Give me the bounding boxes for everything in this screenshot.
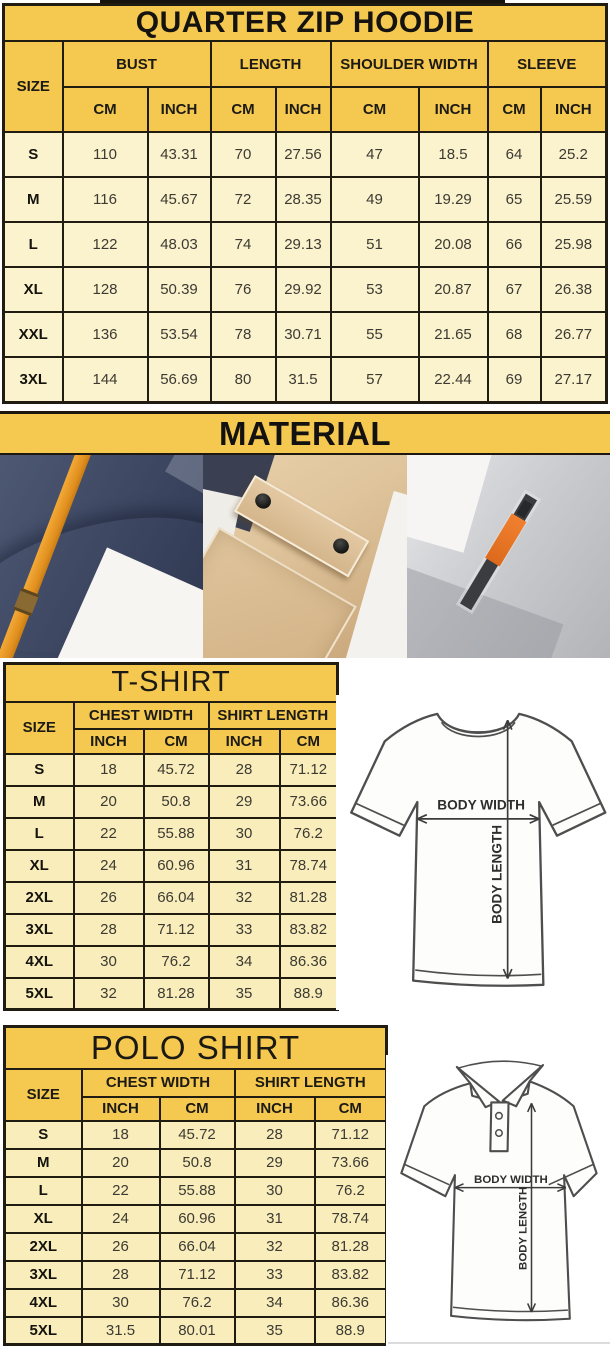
hoodie-col-shoulder-width: SHOULDER WIDTH bbox=[331, 41, 488, 87]
length-cm-value: 76.2 bbox=[280, 818, 338, 850]
bust-cm-value: 122 bbox=[63, 222, 148, 267]
chest-inch-value: 30 bbox=[82, 1289, 160, 1317]
chest-inch-value: 20 bbox=[82, 1149, 160, 1177]
sleeve-inch-value: 25.98 bbox=[541, 222, 607, 267]
length-inch-value: 29.92 bbox=[276, 267, 331, 312]
chest-inch-value: 26 bbox=[74, 882, 144, 914]
polo-subcol: INCH bbox=[235, 1097, 315, 1121]
length-inch-value: 30.71 bbox=[276, 312, 331, 357]
length-cm-value: 70 bbox=[211, 132, 276, 177]
length-cm-value: 78.74 bbox=[280, 850, 338, 882]
tshirt-table-row bbox=[5, 786, 338, 818]
tshirt-table-row bbox=[5, 754, 338, 786]
length-inch-value: 28.35 bbox=[276, 177, 331, 222]
bust-cm-value: 116 bbox=[63, 177, 148, 222]
hoodie-subcol: CM bbox=[63, 87, 148, 132]
hoodie-table-row bbox=[4, 132, 607, 177]
length-cm-value: 86.36 bbox=[280, 946, 338, 978]
shoulder-cm-value: 57 bbox=[331, 357, 419, 402]
length-inch-value: 31.5 bbox=[276, 357, 331, 402]
material-photo-khaki-pocket bbox=[203, 455, 406, 658]
polo-table-row bbox=[5, 1177, 387, 1205]
chest-inch-value: 20 bbox=[74, 786, 144, 818]
shoulder-inch-value: 20.87 bbox=[419, 267, 488, 312]
size-label: L bbox=[4, 222, 63, 267]
length-inch-value: 30 bbox=[235, 1177, 315, 1205]
hoodie-subcol: INCH bbox=[541, 87, 607, 132]
sleeve-inch-value: 26.77 bbox=[541, 312, 607, 357]
chest-cm-value: 60.96 bbox=[160, 1205, 235, 1233]
shoulder-inch-value: 18.5 bbox=[419, 132, 488, 177]
chest-inch-value: 24 bbox=[74, 850, 144, 882]
size-label: 5XL bbox=[5, 1317, 82, 1345]
length-inch-value: 29 bbox=[235, 1149, 315, 1177]
tshirt-table-row bbox=[5, 850, 338, 882]
hoodie-table-row bbox=[4, 357, 607, 402]
hoodie-subcol: INCH bbox=[276, 87, 331, 132]
tshirt-subcol: INCH bbox=[74, 729, 144, 754]
tshirt-size-table bbox=[3, 662, 339, 1011]
polo-table-title: POLO SHIRT bbox=[5, 1027, 387, 1069]
shoulder-cm-value: 49 bbox=[331, 177, 419, 222]
chest-cm-value: 81.28 bbox=[144, 978, 209, 1010]
hoodie-col-sleeve: SLEEVE bbox=[488, 41, 607, 87]
hoodie-subcol: INCH bbox=[419, 87, 488, 132]
length-cm-value: 71.12 bbox=[315, 1121, 387, 1149]
tshirt-table-title: T-SHIRT bbox=[5, 664, 338, 702]
chest-inch-value: 22 bbox=[74, 818, 144, 850]
polo-table-row bbox=[5, 1261, 387, 1289]
length-cm-value: 88.9 bbox=[280, 978, 338, 1010]
snap-button bbox=[253, 491, 274, 512]
tshirt-col-size: SIZE bbox=[5, 702, 74, 754]
polo-table-row bbox=[5, 1233, 387, 1261]
zipper-stop bbox=[516, 500, 532, 518]
hoodie-subcol: CM bbox=[331, 87, 419, 132]
sleeve-cm-value: 68 bbox=[488, 312, 541, 357]
shoulder-cm-value: 53 bbox=[331, 267, 419, 312]
hoodie-subcol: CM bbox=[211, 87, 276, 132]
length-inch-value: 29.13 bbox=[276, 222, 331, 267]
hoodie-table-row bbox=[4, 177, 607, 222]
length-inch-value: 31 bbox=[235, 1205, 315, 1233]
tshirt-table-row bbox=[5, 978, 338, 1010]
bust-inch-value: 50.39 bbox=[148, 267, 211, 312]
sleeve-inch-value: 26.38 bbox=[541, 267, 607, 312]
polo-table-row bbox=[5, 1121, 387, 1149]
hoodie-col-size: SIZE bbox=[4, 41, 63, 132]
length-inch-value: 30 bbox=[209, 818, 280, 850]
tshirt-subcol: CM bbox=[280, 729, 338, 754]
hoodie-table-title: QUARTER ZIP HOODIE bbox=[4, 5, 607, 42]
size-label: S bbox=[5, 754, 74, 786]
chest-inch-value: 30 bbox=[74, 946, 144, 978]
sleeve-cm-value: 66 bbox=[488, 222, 541, 267]
chest-inch-value: 18 bbox=[82, 1121, 160, 1149]
material-photo-gray-zipper bbox=[407, 455, 610, 658]
bust-cm-value: 110 bbox=[63, 132, 148, 177]
chest-cm-value: 45.72 bbox=[160, 1121, 235, 1149]
chest-cm-value: 45.72 bbox=[144, 754, 209, 786]
snap-button bbox=[331, 536, 352, 557]
tshirt-col-chest-width: CHEST WIDTH bbox=[74, 702, 209, 729]
chest-inch-value: 18 bbox=[74, 754, 144, 786]
shoulder-inch-value: 20.08 bbox=[419, 222, 488, 267]
length-inch-value: 34 bbox=[235, 1289, 315, 1317]
tshirt-subcol: INCH bbox=[209, 729, 280, 754]
size-label: XXL bbox=[4, 312, 63, 357]
length-cm-value: 78.74 bbox=[315, 1205, 387, 1233]
length-cm-value: 83.82 bbox=[280, 914, 338, 946]
size-label: 2XL bbox=[5, 882, 74, 914]
tshirt-table-row bbox=[5, 882, 338, 914]
length-inch-value: 32 bbox=[235, 1233, 315, 1261]
bust-inch-value: 53.54 bbox=[148, 312, 211, 357]
material-photos bbox=[0, 455, 610, 658]
chest-cm-value: 80.01 bbox=[160, 1317, 235, 1345]
chest-cm-value: 66.04 bbox=[144, 882, 209, 914]
hoodie-size-table bbox=[2, 3, 608, 404]
body-length-label: BODY LENGTH bbox=[517, 1186, 530, 1270]
hoodie-table-row bbox=[4, 267, 607, 312]
size-label: 3XL bbox=[4, 357, 63, 402]
size-label: XL bbox=[5, 850, 74, 882]
length-inch-value: 35 bbox=[209, 978, 280, 1010]
polo-table-row bbox=[5, 1205, 387, 1233]
chest-inch-value: 28 bbox=[82, 1261, 160, 1289]
size-label: 4XL bbox=[5, 1289, 82, 1317]
length-inch-value: 35 bbox=[235, 1317, 315, 1345]
length-inch-value: 28 bbox=[209, 754, 280, 786]
polo-table-row bbox=[5, 1317, 387, 1345]
polo-col-shirt-length: SHIRT LENGTH bbox=[235, 1069, 387, 1097]
size-label: M bbox=[5, 1149, 82, 1177]
shoulder-inch-value: 21.65 bbox=[419, 312, 488, 357]
length-cm-value: 78 bbox=[211, 312, 276, 357]
length-inch-value: 33 bbox=[209, 914, 280, 946]
size-label: M bbox=[4, 177, 63, 222]
sleeve-inch-value: 25.2 bbox=[541, 132, 607, 177]
size-label: L bbox=[5, 1177, 82, 1205]
length-cm-value: 83.82 bbox=[315, 1261, 387, 1289]
sleeve-inch-value: 25.59 bbox=[541, 177, 607, 222]
size-label: 4XL bbox=[5, 946, 74, 978]
shoulder-inch-value: 19.29 bbox=[419, 177, 488, 222]
polo-table-row bbox=[5, 1289, 387, 1317]
tshirt-col-shirt-length: SHIRT LENGTH bbox=[209, 702, 338, 729]
length-cm-value: 74 bbox=[211, 222, 276, 267]
bust-inch-value: 48.03 bbox=[148, 222, 211, 267]
length-inch-value: 28 bbox=[235, 1121, 315, 1149]
bust-cm-value: 128 bbox=[63, 267, 148, 312]
sleeve-cm-value: 69 bbox=[488, 357, 541, 402]
sleeve-cm-value: 65 bbox=[488, 177, 541, 222]
hoodie-table-row bbox=[4, 222, 607, 267]
sleeve-cm-value: 64 bbox=[488, 132, 541, 177]
polo-subcol: CM bbox=[160, 1097, 235, 1121]
hoodie-col-bust: BUST bbox=[63, 41, 211, 87]
size-label: L bbox=[5, 818, 74, 850]
photo-background-corner bbox=[407, 455, 505, 553]
length-cm-value: 72 bbox=[211, 177, 276, 222]
polo-table-row bbox=[5, 1149, 387, 1177]
chest-cm-value: 76.2 bbox=[144, 946, 209, 978]
tshirt-table-row bbox=[5, 914, 338, 946]
orange-zipper-pull bbox=[485, 513, 526, 566]
shoulder-cm-value: 47 bbox=[331, 132, 419, 177]
length-inch-value: 31 bbox=[209, 850, 280, 882]
length-inch-value: 27.56 bbox=[276, 132, 331, 177]
polo-col-size: SIZE bbox=[5, 1069, 82, 1121]
chest-inch-value: 28 bbox=[74, 914, 144, 946]
size-label: 2XL bbox=[5, 1233, 82, 1261]
length-cm-value: 81.28 bbox=[315, 1233, 387, 1261]
chest-cm-value: 76.2 bbox=[160, 1289, 235, 1317]
length-inch-value: 32 bbox=[209, 882, 280, 914]
length-cm-value: 81.28 bbox=[280, 882, 338, 914]
size-label: S bbox=[4, 132, 63, 177]
size-label: XL bbox=[4, 267, 63, 312]
chest-cm-value: 66.04 bbox=[160, 1233, 235, 1261]
material-photo-navy-drawstring bbox=[0, 455, 203, 658]
chest-cm-value: 71.12 bbox=[160, 1261, 235, 1289]
tshirt-outline-drawing bbox=[336, 695, 610, 1010]
body-length-label: BODY LENGTH bbox=[489, 824, 505, 924]
shoulder-cm-value: 55 bbox=[331, 312, 419, 357]
shoulder-inch-value: 22.44 bbox=[419, 357, 488, 402]
length-inch-value: 34 bbox=[209, 946, 280, 978]
polo-measurement-diagram bbox=[386, 1055, 610, 1347]
bust-inch-value: 56.69 bbox=[148, 357, 211, 402]
hoodie-table-row bbox=[4, 312, 607, 357]
polo-col-chest-width: CHEST WIDTH bbox=[82, 1069, 235, 1097]
size-label: XL bbox=[5, 1205, 82, 1233]
size-label: 3XL bbox=[5, 914, 74, 946]
bust-inch-value: 45.67 bbox=[148, 177, 211, 222]
length-inch-value: 33 bbox=[235, 1261, 315, 1289]
chest-inch-value: 32 bbox=[74, 978, 144, 1010]
length-cm-value: 73.66 bbox=[280, 786, 338, 818]
tshirt-table-row bbox=[5, 946, 338, 978]
length-cm-value: 88.9 bbox=[315, 1317, 387, 1345]
photo-background-corner bbox=[165, 455, 203, 501]
length-cm-value: 80 bbox=[211, 357, 276, 402]
tshirt-table-row bbox=[5, 818, 338, 850]
bust-cm-value: 136 bbox=[63, 312, 148, 357]
chest-inch-value: 22 bbox=[82, 1177, 160, 1205]
length-cm-value: 76.2 bbox=[315, 1177, 387, 1205]
body-width-label: BODY WIDTH bbox=[474, 1173, 548, 1186]
bust-cm-value: 144 bbox=[63, 357, 148, 402]
chest-cm-value: 60.96 bbox=[144, 850, 209, 882]
length-inch-value: 29 bbox=[209, 786, 280, 818]
chest-inch-value: 31.5 bbox=[82, 1317, 160, 1345]
polo-size-table bbox=[3, 1025, 388, 1346]
sleeve-cm-value: 67 bbox=[488, 267, 541, 312]
chest-inch-value: 26 bbox=[82, 1233, 160, 1261]
size-label: S bbox=[5, 1121, 82, 1149]
polo-subcol: INCH bbox=[82, 1097, 160, 1121]
size-label: M bbox=[5, 786, 74, 818]
length-cm-value: 86.36 bbox=[315, 1289, 387, 1317]
shoulder-cm-value: 51 bbox=[331, 222, 419, 267]
size-label: 3XL bbox=[5, 1261, 82, 1289]
chest-inch-value: 24 bbox=[82, 1205, 160, 1233]
bottom-edge-line bbox=[388, 1342, 610, 1344]
chest-cm-value: 71.12 bbox=[144, 914, 209, 946]
bust-inch-value: 43.31 bbox=[148, 132, 211, 177]
sleeve-inch-value: 27.17 bbox=[541, 357, 607, 402]
size-label: 5XL bbox=[5, 978, 74, 1010]
chest-cm-value: 50.8 bbox=[144, 786, 209, 818]
chest-cm-value: 55.88 bbox=[160, 1177, 235, 1205]
chest-cm-value: 50.8 bbox=[160, 1149, 235, 1177]
length-cm-value: 73.66 bbox=[315, 1149, 387, 1177]
material-heading: MATERIAL bbox=[0, 411, 610, 455]
length-cm-value: 71.12 bbox=[280, 754, 338, 786]
polo-outline-drawing bbox=[386, 1055, 610, 1347]
chest-cm-value: 55.88 bbox=[144, 818, 209, 850]
body-width-label: BODY WIDTH bbox=[437, 797, 525, 813]
hoodie-subcol: CM bbox=[488, 87, 541, 132]
polo-subcol: CM bbox=[315, 1097, 387, 1121]
tshirt-subcol: CM bbox=[144, 729, 209, 754]
hoodie-subcol: INCH bbox=[148, 87, 211, 132]
tshirt-measurement-diagram bbox=[336, 695, 610, 1010]
length-cm-value: 76 bbox=[211, 267, 276, 312]
hoodie-col-length: LENGTH bbox=[211, 41, 331, 87]
